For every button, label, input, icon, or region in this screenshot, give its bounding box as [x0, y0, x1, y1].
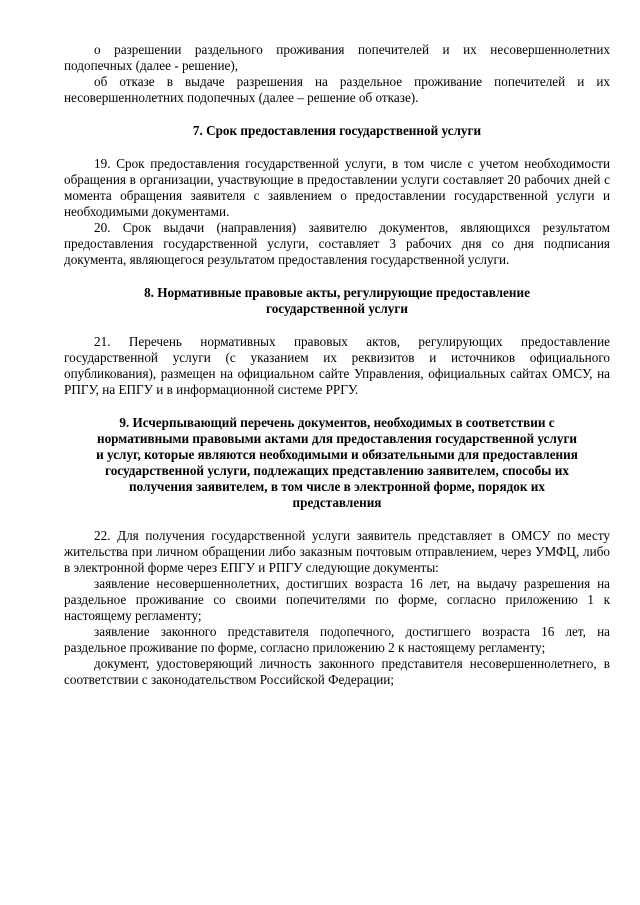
paragraph-19: 19. Срок предоставления государственной услуги, в том числе с учетом необходимости обращения в организации, участвующие в предоставлении услуги составляет 20 рабочих дней с момента обращения заявителя с заявлением о предоставлении государственной услуги и необходимыми документами.: [64, 156, 610, 219]
list-item-representative-application: заявление законного представителя подопечного, достигшего возраста 16 лет, на раздельное проживание по форме, согласно приложению 2 к настоящему регламенту;: [64, 624, 610, 655]
list-item-identity-document: документ, удостоверяющий личность законного представителя несовершеннолетнего, в соответствии с законодательством Российской Федерации;: [64, 656, 610, 687]
intro-item-decision: о разрешении раздельного проживания попечителей и их несовершеннолетних подопечных (далее - решение),: [64, 42, 610, 73]
paragraph-20: 20. Срок выдачи (направления) заявителю документов, являющихся результатом предоставления государственной услуги, составляет 3 рабочих дня со дня подписания документа, являющегося результатом предоставления государственной услуги.: [64, 220, 610, 267]
list-item-minor-application: заявление несовершеннолетних, достигших возраста 16 лет, на выдачу разрешения на раздельное проживание со своими попечителями по форме, согласно приложению 1 к настоящему регламенту;: [64, 576, 610, 623]
section-7-heading: 7. Срок предоставления государственной услуги: [192, 123, 482, 138]
section-8-heading: 8. Нормативные правовые акты, регулирующие предоставление государственной услуги: [144, 285, 530, 316]
paragraph-21: 21. Перечень нормативных правовых актов, регулирующих предоставление государственной услуги (с указанием их реквизитов и источников официального опубликования), размещен на официальном сайте Управления, официальных сайтах ОМСУ, на РПГУ, на ЕПГУ и в информационной системе РРГУ.: [64, 334, 610, 397]
intro-item-refusal: об отказе в выдаче разрешения на раздельное проживание попечителей и их несовершеннолетних подопечных (далее – решение об отказе).: [64, 74, 610, 105]
document-body: [64, 42, 610, 688]
paragraph-22: 22. Для получения государственной услуги заявитель представляет в ОМСУ по месту жительства при личном обращении либо заказным почтовым отправлением, через УМФЦ, либо в электронной форме через ЕПГУ и РПГУ следующие документы:: [64, 528, 610, 575]
section-9-heading: 9. Исчерпывающий перечень документов, необходимых в соответствии с нормативными правовыми актами для предоставления государственной услуги и услуг, которые являются необходимыми и обязательными для предоставления государственной услуги, подлежащих представлению заявителем, способы их получения заявителем, в том числе в электронной форме, порядок их представления: [96, 415, 578, 510]
